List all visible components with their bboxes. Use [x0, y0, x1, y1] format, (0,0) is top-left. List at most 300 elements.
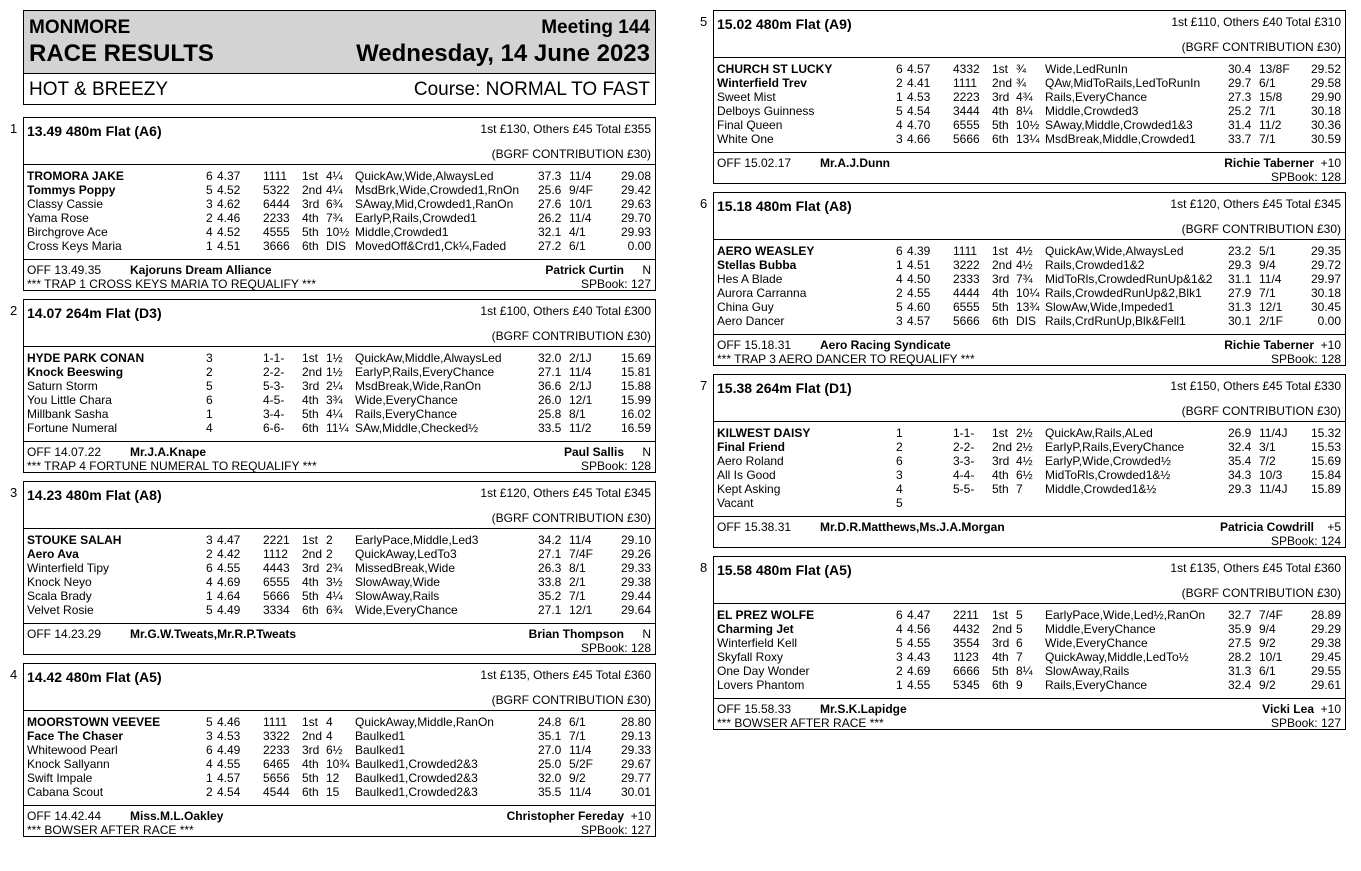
distance-beaten: 10¾ [326, 757, 350, 771]
distance-beaten: 2½ [1016, 440, 1033, 454]
bend-positions: 5666 [263, 589, 290, 603]
distance-beaten: 7 [1016, 650, 1023, 664]
run-time: 30.18 [1310, 104, 1341, 118]
runner-row [714, 104, 1345, 118]
runner-weight: 32.1 [538, 225, 562, 239]
distance-beaten: 6½ [326, 743, 343, 757]
run-time: 0.00 [627, 239, 651, 253]
runner-name: TROMORA JAKE [27, 169, 124, 183]
runner-name: Winterfield Trev [717, 76, 807, 90]
run-time: 16.59 [620, 421, 651, 435]
run-time: 15.89 [1310, 482, 1341, 496]
runner-weight: 31.3 [1228, 664, 1252, 678]
finish-position: 1st [302, 533, 319, 547]
runner-name: Swift Impale [27, 771, 93, 785]
meeting-date: Wednesday, 14 June 2023 [356, 40, 650, 67]
trap-number: 5 [206, 715, 213, 729]
starting-price: 11/4 [569, 533, 592, 547]
runner-row [24, 421, 655, 435]
runner-weight: 35.1 [538, 729, 562, 743]
finish-position: 2nd [992, 622, 1013, 636]
starting-price: 11/4 [569, 785, 592, 799]
winning-trainer: Brian Thompson [528, 627, 624, 641]
race-comment: Middle,Crowded3 [1045, 104, 1139, 118]
race-comment: Wide,LedRunIn [1045, 62, 1128, 76]
starting-price: 11/4 [569, 743, 592, 757]
sp-book: SPBook: 128 [1270, 170, 1341, 184]
bend-positions: 3334 [263, 603, 290, 617]
race-comment: MovedOff&Crd1,Ck¼,Faded [355, 239, 507, 253]
starting-price: 7/1 [1259, 132, 1276, 146]
sectional-split: 4.69 [907, 664, 931, 678]
trap-number: 5 [896, 300, 903, 314]
finish-position: 6th [302, 239, 319, 253]
runner-name: Tommys Poppy [27, 183, 116, 197]
run-time: 15.99 [620, 393, 651, 407]
race-title-row [714, 11, 1345, 58]
bgrf-contribution: (BGRF CONTRIBUTION £30) [491, 147, 651, 161]
bgrf-contribution: (BGRF CONTRIBUTION £30) [491, 693, 651, 707]
runner-weight: 31.4 [1228, 118, 1252, 132]
going-allowance: +10 [1320, 338, 1341, 352]
runner-name: EL PREZ WOLFE [717, 608, 815, 622]
finish-position: 6th [992, 678, 1009, 692]
runner-weight: 26.3 [538, 561, 562, 575]
run-time: 30.45 [1310, 300, 1341, 314]
bend-positions: 5666 [953, 132, 980, 146]
bend-positions: 5345 [953, 678, 980, 692]
bend-positions: 2221 [263, 533, 290, 547]
run-time: 29.67 [620, 757, 651, 771]
runner-row [714, 454, 1345, 468]
starting-price: 2/1J [569, 351, 592, 365]
runner-row [714, 132, 1345, 146]
runners-list [714, 604, 1345, 698]
distance-beaten: 3¾ [326, 393, 343, 407]
off-time: OFF 15.58.33 [717, 702, 792, 716]
trap-number: 6 [896, 608, 903, 622]
distance-beaten: 6 [1016, 636, 1023, 650]
off-time: OFF 15.38.31 [717, 520, 792, 534]
runner-name: Delboys Guinness [717, 104, 815, 118]
bend-positions: 2223 [953, 90, 980, 104]
run-time: 29.26 [620, 547, 651, 561]
starting-price: 5/1 [1259, 244, 1276, 258]
finish-position: 4th [992, 286, 1009, 300]
race-comment: EarlyP,Rails,Crowded1 [355, 211, 477, 225]
run-time: 15.88 [620, 379, 651, 393]
race-prize: 1st £120, Others £45 Total £345 [480, 486, 651, 500]
trap-number: 5 [896, 104, 903, 118]
header-conditions [24, 74, 655, 104]
runner-row [24, 561, 655, 575]
distance-beaten: 4 [326, 715, 333, 729]
winning-owner: Aero Racing Syndicate [820, 338, 951, 352]
finish-position: 2nd [302, 547, 323, 561]
race-comment: SlowAway,Wide [355, 575, 440, 589]
runner-row [24, 547, 655, 561]
distance-beaten: 4¼ [326, 183, 343, 197]
finish-position: 6th [302, 603, 319, 617]
runners-list [714, 58, 1345, 152]
race-block [8, 663, 656, 837]
runner-row [714, 650, 1345, 664]
runner-row [714, 636, 1345, 650]
race-number: 6 [700, 196, 708, 211]
starting-price: 7/4F [569, 547, 594, 561]
venue-name: MONMORE [29, 17, 131, 38]
race-block [8, 299, 656, 473]
runner-name: Winterfield Tipy [27, 561, 110, 575]
sectional-split: 4.54 [217, 785, 241, 799]
page-title: RACE RESULTS [29, 40, 214, 67]
run-time: 30.59 [1310, 132, 1341, 146]
bgrf-contribution: (BGRF CONTRIBUTION £30) [491, 511, 651, 525]
runner-row [714, 440, 1345, 454]
bend-positions: 4332 [953, 62, 980, 76]
race-footer [24, 441, 655, 472]
race-box [23, 481, 656, 655]
runner-weight: 33.8 [538, 575, 562, 589]
runners-list [24, 529, 655, 623]
finish-position: 4th [302, 393, 319, 407]
starting-price: 12/1 [569, 393, 593, 407]
finish-position: 2nd [992, 440, 1013, 454]
going-allowance: N [642, 263, 651, 277]
bend-positions: 6555 [953, 118, 980, 132]
starting-price: 11/2 [1259, 118, 1282, 132]
starting-price: 11/4 [1259, 272, 1282, 286]
runner-row [714, 622, 1345, 636]
race-title: 14.42 480m Flat (A5) [27, 669, 162, 685]
starting-price: 15/8 [1259, 90, 1283, 104]
runner-weight: 32.0 [538, 351, 562, 365]
bend-positions: 2233 [263, 211, 290, 225]
finish-position: 6th [302, 785, 319, 799]
runner-name: Birchgrove Ace [27, 225, 108, 239]
bend-positions: 4-4- [953, 468, 975, 482]
finish-position: 3rd [302, 561, 320, 575]
trap-number: 4 [206, 575, 213, 589]
race-box [23, 663, 656, 837]
trap-number: 1 [206, 407, 213, 421]
runner-weight: 26.0 [538, 393, 562, 407]
runner-row [24, 715, 655, 729]
finish-position: 4th [302, 211, 319, 225]
race-title: 15.38 264m Flat (D1) [717, 380, 852, 396]
race-title-row [24, 664, 655, 711]
runner-name: Whitewood Pearl [27, 743, 118, 757]
run-time: 0.00 [1317, 314, 1341, 328]
runner-row [24, 211, 655, 225]
starting-price: 4/1 [569, 225, 586, 239]
bgrf-contribution: (BGRF CONTRIBUTION £30) [1181, 222, 1341, 236]
distance-beaten: 4½ [1016, 244, 1033, 258]
race-box [713, 192, 1346, 366]
distance-beaten: 6¾ [326, 197, 343, 211]
runner-row [714, 286, 1345, 300]
winning-trainer: Paul Sallis [563, 445, 624, 459]
sectional-split: 4.49 [217, 603, 241, 617]
runner-name: KILWEST DAISY [717, 426, 811, 440]
runner-weight: 27.1 [538, 547, 562, 561]
finish-position: 3rd [302, 197, 320, 211]
runner-row [24, 351, 655, 365]
trap-number: 2 [206, 547, 213, 561]
trap-number: 5 [206, 183, 213, 197]
race-title: 15.02 480m Flat (A9) [717, 16, 852, 32]
distance-beaten: 7¾ [326, 211, 343, 225]
sectional-split: 4.42 [217, 547, 241, 561]
bend-positions: 6444 [263, 197, 290, 211]
race-comment: QuickAw,Middle,AlwaysLed [355, 351, 502, 365]
finish-position: 1st [992, 62, 1009, 76]
runner-weight: 26.2 [538, 211, 562, 225]
race-footer [24, 805, 655, 836]
race-comment: Wide,EveryChance [1045, 636, 1148, 650]
bend-positions: 1111 [953, 76, 978, 90]
finish-position: 3rd [992, 454, 1010, 468]
runner-weight: 31.3 [1228, 300, 1252, 314]
runner-row [24, 407, 655, 421]
race-footer [714, 516, 1345, 547]
finish-position: 2nd [992, 76, 1013, 90]
runner-row [714, 62, 1345, 76]
race-comment: Baulked1 [355, 743, 406, 757]
race-box [23, 299, 656, 473]
race-block [698, 10, 1346, 184]
runner-name: You Little Chara [27, 393, 112, 407]
run-time: 15.84 [1310, 468, 1341, 482]
starting-price: 7/1 [1259, 104, 1276, 118]
distance-beaten: 2¾ [326, 561, 343, 575]
race-block [698, 556, 1346, 730]
sectional-split: 4.52 [217, 183, 241, 197]
run-time: 29.13 [620, 729, 651, 743]
runner-weight: 25.0 [538, 757, 562, 771]
race-prize: 1st £150, Others £45 Total £330 [1170, 379, 1341, 393]
runner-name: Sweet Mist [717, 90, 776, 104]
bend-positions: 4555 [263, 225, 290, 239]
run-time: 16.02 [620, 407, 651, 421]
distance-beaten: ¾ [1016, 76, 1027, 90]
distance-beaten: 13¾ [1016, 300, 1040, 314]
finish-position: 3rd [992, 90, 1010, 104]
finish-position: 2nd [302, 183, 323, 197]
race-comment: Wide,EveryChance [355, 603, 458, 617]
sectional-split: 4.37 [217, 169, 241, 183]
race-comment: SAway,Mid,Crowded1,RanOn [355, 197, 514, 211]
run-time: 29.97 [1310, 272, 1341, 286]
runner-name: Lovers Phantom [717, 678, 805, 692]
race-footer [24, 259, 655, 290]
winning-owner: Mr.G.W.Tweats,Mr.R.P.Tweats [130, 627, 297, 641]
trap-number: 4 [896, 482, 903, 496]
runner-row [24, 743, 655, 757]
run-time: 29.35 [1310, 244, 1341, 258]
sp-book: SPBook: 127 [1270, 716, 1341, 730]
trap-number: 6 [206, 743, 213, 757]
runner-name: Knock Neyo [27, 575, 92, 589]
bend-positions: 3-3- [953, 454, 975, 468]
bend-positions: 1111 [263, 715, 288, 729]
runner-name: Hes A Blade [717, 272, 783, 286]
race-prize: 1st £100, Others £40 Total £300 [480, 304, 651, 318]
runner-weight: 35.5 [538, 785, 562, 799]
starting-price: 2/1J [569, 379, 592, 393]
race-comment: MidToRls,CrowdedRunUp&1&2 [1045, 272, 1213, 286]
runner-name: CHURCH ST LUCKY [717, 62, 833, 76]
distance-beaten: 10¼ [1016, 286, 1040, 300]
bend-positions: 3-4- [263, 407, 285, 421]
run-time: 29.08 [620, 169, 651, 183]
distance-beaten: 6½ [1016, 468, 1033, 482]
starting-price: 11/4J [1259, 482, 1288, 496]
bend-positions: 1112 [263, 547, 288, 561]
winning-owner: Mr.J.A.Knape [130, 445, 207, 459]
finish-position: 1st [302, 169, 319, 183]
sp-book: SPBook: 128 [580, 641, 651, 655]
runner-row [714, 678, 1345, 692]
sectional-split: 4.57 [907, 314, 931, 328]
sectional-split: 4.53 [217, 729, 241, 743]
runner-weight: 27.9 [1228, 286, 1252, 300]
bend-positions: 1111 [953, 244, 978, 258]
distance-beaten: 4½ [1016, 454, 1033, 468]
runners-list [714, 240, 1345, 334]
trap-number: 4 [206, 757, 213, 771]
runner-name: MOORSTOWN VEEVEE [27, 715, 161, 729]
race-block [8, 117, 656, 291]
race-number: 2 [10, 303, 18, 318]
run-time: 30.36 [1310, 118, 1341, 132]
runners-list [24, 347, 655, 441]
bend-positions: 1123 [953, 650, 979, 664]
run-time: 29.70 [620, 211, 651, 225]
finish-position: 4th [302, 575, 319, 589]
runner-row [714, 90, 1345, 104]
finish-position: 1st [992, 244, 1009, 258]
run-time: 15.81 [620, 365, 651, 379]
going-allowance: +10 [1320, 702, 1341, 716]
sectional-split: 4.49 [217, 743, 241, 757]
run-time: 29.42 [620, 183, 651, 197]
race-number: 1 [10, 121, 18, 136]
winning-owner: Miss.M.L.Oakley [130, 809, 224, 823]
sectional-split: 4.60 [907, 300, 931, 314]
finish-position: 6th [302, 421, 319, 435]
sectional-split: 4.47 [217, 533, 241, 547]
sectional-split: 4.46 [217, 715, 241, 729]
bend-positions: 3444 [953, 104, 980, 118]
sectional-split: 4.56 [907, 622, 931, 636]
run-time: 29.38 [620, 575, 651, 589]
race-prize: 1st £130, Others £45 Total £355 [480, 122, 651, 136]
race-comment: SAway,Middle,Crowded1&3 [1045, 118, 1193, 132]
trap-number: 6 [206, 561, 213, 575]
sectional-split: 4.51 [907, 258, 931, 272]
starting-price: 6/1 [1259, 76, 1276, 90]
race-comment: QuickAw,Rails,ALed [1045, 426, 1153, 440]
distance-beaten: 8¼ [1016, 104, 1033, 118]
runner-row [24, 379, 655, 393]
sectional-split: 4.55 [217, 757, 241, 771]
race-comment: EarlyP,Rails,EveryChance [355, 365, 495, 379]
runner-weight: 32.7 [1228, 608, 1252, 622]
distance-beaten: DIS [326, 239, 347, 253]
run-time: 29.63 [620, 197, 651, 211]
runner-row [714, 468, 1345, 482]
runner-row [714, 118, 1345, 132]
race-note: *** TRAP 4 FORTUNE NUMERAL TO REQUALIFY *** [27, 459, 317, 473]
bend-positions: 3322 [263, 729, 290, 743]
bend-positions: 2233 [263, 743, 290, 757]
going-allowance: N [642, 445, 651, 459]
race-title: 14.07 264m Flat (D3) [27, 305, 162, 321]
runner-weight: 25.6 [538, 183, 562, 197]
race-comment: Rails,EveryChance [355, 407, 458, 421]
race-number: 3 [10, 485, 18, 500]
finish-position: 5th [302, 771, 319, 785]
winning-trainer: Vicki Lea [1262, 702, 1314, 716]
race-comment: QAw,MidToRails,LedToRunIn [1045, 76, 1201, 90]
starting-price: 11/4 [569, 211, 592, 225]
finish-position: 3rd [302, 379, 320, 393]
distance-beaten: 10½ [326, 225, 350, 239]
runner-name: Saturn Storm [27, 379, 98, 393]
runner-weight: 27.3 [1228, 90, 1252, 104]
starting-price: 9/2 [569, 771, 586, 785]
finish-position: 4th [992, 468, 1009, 482]
runner-row [24, 729, 655, 743]
starting-price: 11/4J [1259, 426, 1288, 440]
sp-book: SPBook: 127 [580, 823, 651, 837]
run-time: 29.52 [1310, 62, 1341, 76]
race-comment: QuickAw,Wide,AlwaysLed [355, 169, 494, 183]
sectional-split: 4.55 [907, 636, 931, 650]
runner-row [24, 183, 655, 197]
runner-name: Knock Beeswing [27, 365, 124, 379]
starting-price: 10/1 [1259, 650, 1283, 664]
trap-number: 2 [206, 365, 213, 379]
finish-position: 2nd [302, 365, 323, 379]
winning-owner: Mr.A.J.Dunn [820, 156, 891, 170]
runners-list [24, 711, 655, 805]
sectional-split: 4.52 [217, 225, 241, 239]
bend-positions: 6666 [953, 664, 980, 678]
distance-beaten: 5 [1016, 608, 1023, 622]
run-time: 29.29 [1310, 622, 1341, 636]
off-time: OFF 14.23.29 [27, 627, 102, 641]
runner-row [714, 314, 1345, 328]
finish-position: 3rd [302, 743, 320, 757]
runner-weight: 36.6 [538, 379, 562, 393]
sectional-split: 4.46 [217, 211, 241, 225]
sectional-split: 4.39 [907, 244, 931, 258]
runner-row [24, 365, 655, 379]
runner-row [24, 393, 655, 407]
bend-positions: 2-2- [953, 440, 975, 454]
runner-weight: 27.1 [538, 365, 562, 379]
race-comment: Baulked1,Crowded2&3 [355, 757, 478, 771]
trap-number: 3 [206, 533, 213, 547]
starting-price: 7/1 [569, 589, 586, 603]
sectional-split: 4.41 [907, 76, 931, 90]
run-time: 29.33 [620, 561, 651, 575]
race-comment: Baulked1,Crowded2&3 [355, 785, 478, 799]
race-box [23, 117, 656, 291]
race-title-row [24, 482, 655, 529]
